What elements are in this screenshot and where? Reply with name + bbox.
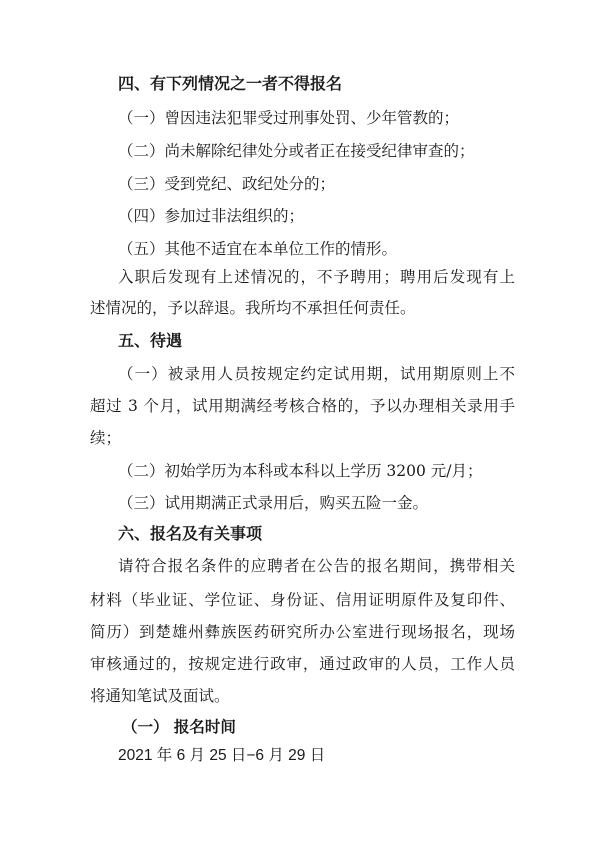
list-item: （五）其他不适宜在本单位工作的情形。 [118, 240, 398, 258]
section-6-heading: 六、报名及有关事项 [118, 524, 263, 543]
para-line: 续； [90, 429, 122, 447]
subsection-heading: （一） 报名时间 [122, 717, 236, 736]
list-item: （三）受到党纪、政纪处分的； [118, 175, 336, 193]
note-line: 述情况的，予以辞退。我所均不承担任何责任。 [90, 299, 416, 317]
para-line: 审核通过的，按规定进行政审，通过政审的人员，工作人员 [90, 655, 515, 673]
list-item: （二）初始学历为本科或本科以上学历 3200 元/月； [118, 462, 483, 480]
list-item: （三）试用期满正式录用后，购买五险一金。 [118, 494, 429, 512]
section-4-heading: 四、有下列情况之一者不得报名 [118, 74, 343, 93]
list-item: （四）参加过非法组织的； [118, 207, 305, 225]
list-item: （一）曾因违法犯罪受过刑事处罚、少年管教的； [118, 109, 460, 127]
registration-dates: 2021 年 6 月 25 日−6 月 29 日 [118, 747, 326, 764]
list-item: （二）尚未解除纪律处分或者正在接受纪律审查的； [118, 142, 475, 160]
para-line: 材料（毕业证、学位证、身份证、信用证明原件及复印件、 [90, 591, 515, 609]
para-line: 超过 3 个月，试用期满经考核合格的，予以办理相关录用手 [90, 397, 515, 415]
para-line: 将通知笔试及面试。 [90, 687, 230, 705]
para-line: （一）被录用人员按规定约定试用期，试用期原则上不 [118, 365, 515, 383]
section-5-heading: 五、待遇 [118, 331, 183, 350]
para-line: 简历）到楚雄州彝族医药研究所办公室进行现场报名，现场 [90, 623, 515, 641]
para-line: 请符合报名条件的应聘者在公告的报名期间，携带相关 [118, 557, 515, 575]
note-line: 入职后发现有上述情况的，不予聘用；聘用后发现有上 [118, 268, 515, 286]
